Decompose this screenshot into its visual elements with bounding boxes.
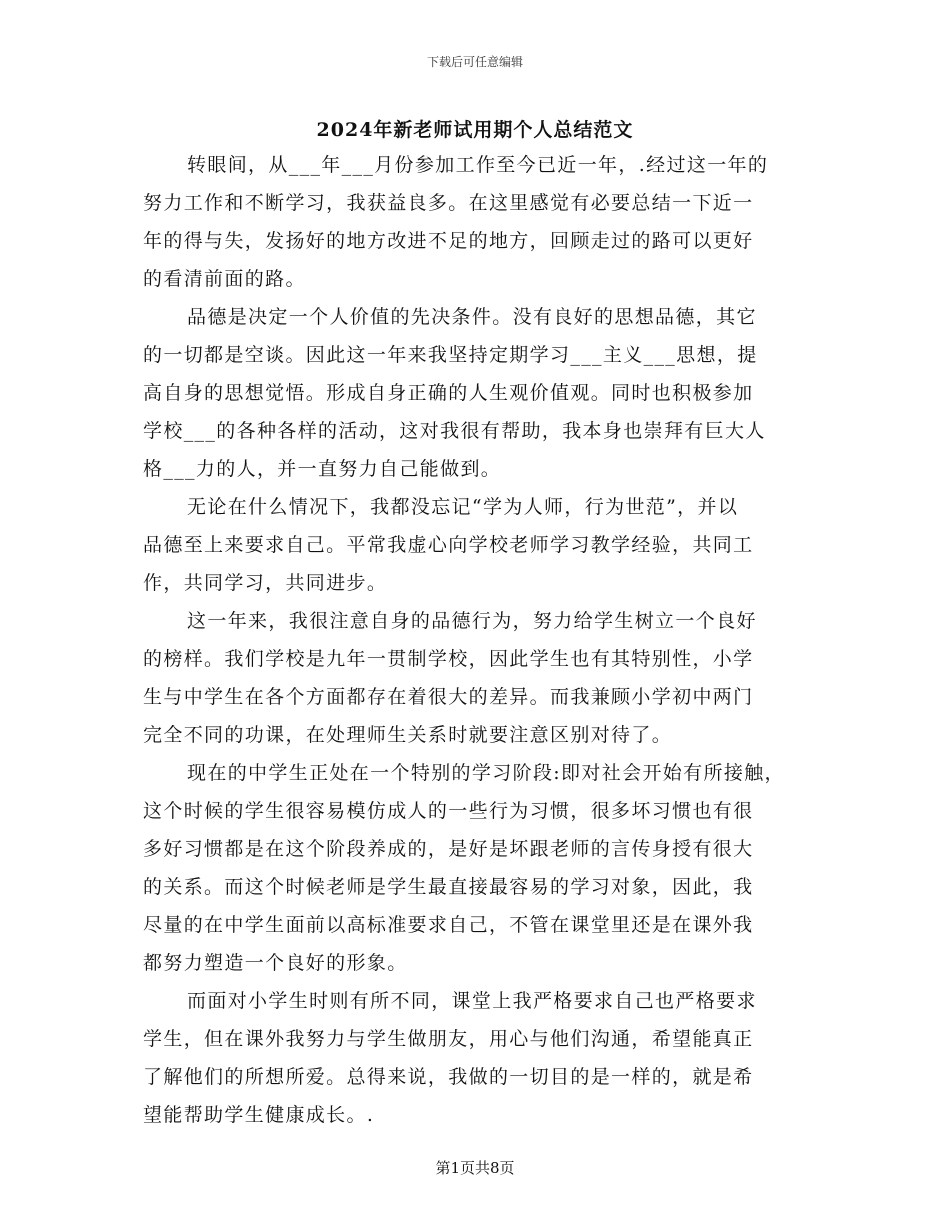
text-line: 现在的中学生正处在一个特别的学习阶段:即对社会开始有所接触， <box>187 762 785 784</box>
text-line: 的榜样。我们学校是九年一贯制学校，因此学生也有其特别性，小学 <box>143 648 754 670</box>
text-line: 的一切都是空谈。因此这一年来我坚持定期学习___主义___思想，提 <box>143 344 758 366</box>
text-line: 的关系。而这个时候老师是学生最直接最容易的学习对象，因此，我 <box>143 876 754 898</box>
text-line: 格___力的人，并一直努力自己能做到。 <box>143 458 502 480</box>
text-line: 转眼间，从___年___月份参加工作至今已近一年，.经过这一年的 <box>187 154 769 176</box>
text-line: 的看清前面的路。 <box>143 268 306 290</box>
text-line: 了解他们的所想所爱。总得来说，我做的一切目的是一样的，就是希 <box>143 1066 754 1088</box>
text-line: 完全不同的功课，在处理师生关系时就要注意区别对待了。 <box>143 724 673 746</box>
document-title: 2024年新老师试用期个人总结范文 <box>316 119 634 141</box>
text-line: 学校___的各种各样的活动，这对我很有帮助，我本身也崇拜有巨大人 <box>143 420 766 442</box>
text-line: 学生，但在课外我努力与学生做朋友，用心与他们沟通，希望能真正 <box>143 1028 754 1050</box>
text-line: 高自身的思想觉悟。形成自身正确的人生观价值观。同时也积极参加 <box>143 382 754 404</box>
text-line: 无论在什么情况下，我都没忘记“学为人师，行为世范”，并以 <box>187 496 739 518</box>
text-line: 尽量的在中学生面前以高标准要求自己，不管在课堂里还是在课外我 <box>143 914 754 936</box>
text-line: 都努力塑造一个良好的形象。 <box>143 952 408 974</box>
text-line: 品德是决定一个人价值的先决条件。没有良好的思想品德，其它 <box>187 306 757 328</box>
text-line: 努力工作和不断学习，我获益良多。在这里感觉有必要总结一下近一 <box>143 192 754 214</box>
text-line: 年的得与失，发扬好的地方改进不足的地方，回顾走过的路可以更好 <box>143 230 754 252</box>
text-line: 望能帮助学生健康成长。. <box>143 1104 375 1126</box>
text-line: 品德至上来要求自己。平常我虚心向学校老师学习教学经验，共同工 <box>143 534 754 556</box>
text-line: 而面对小学生时则有所不同，课堂上我严格要求自己也严格要求 <box>187 990 757 1012</box>
text-line: 作，共同学习，共同进步。 <box>143 572 388 594</box>
page-footer: 第1页共8页 <box>435 1159 515 1177</box>
document-body <box>143 146 813 1134</box>
header-note: 下载后可任意编辑 <box>426 55 523 69</box>
text-line: 多好习惯都是在这个阶段养成的，是好是坏跟老师的言传身授有很大 <box>143 838 754 860</box>
text-line: 生与中学生在各个方面都存在着很大的差异。而我兼顾小学初中两门 <box>143 686 754 708</box>
text-line: 这个时候的学生很容易模仿成人的一些行为习惯，很多坏习惯也有很 <box>143 800 754 822</box>
text-line: 这一年来，我很注意自身的品德行为，努力给学生树立一个良好 <box>187 610 757 632</box>
